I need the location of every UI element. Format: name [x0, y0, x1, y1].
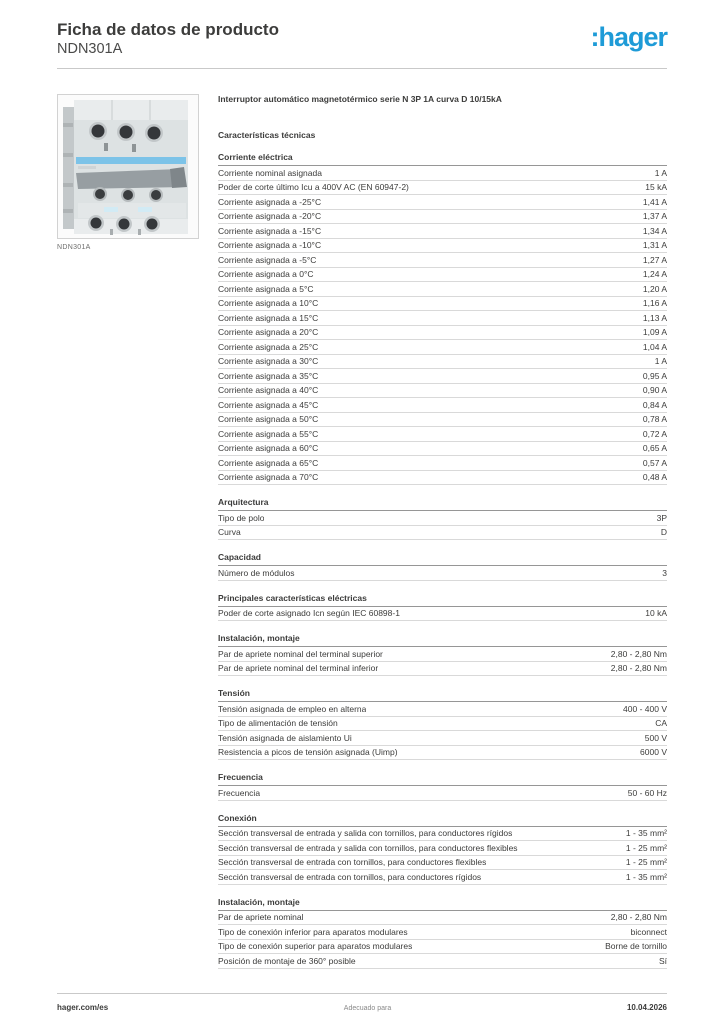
spec-label: Resistencia a picos de tensión asignada (Uimp) [218, 748, 398, 757]
spec-row [218, 746, 667, 761]
spec-row [218, 662, 667, 677]
spec-value: D [660, 527, 667, 537]
spec-label: Corriente asignada a 30°C [218, 357, 319, 366]
spec-row [218, 717, 667, 732]
spec-label: Sección transversal de entrada con tornillos, para conductores flexibles [218, 858, 487, 867]
spec-value: 3P [656, 512, 667, 523]
spec-value: 0,65 A [642, 443, 667, 453]
spec-label: Par de apriete nominal del terminal superior [218, 649, 383, 659]
spec-row [218, 413, 667, 428]
section-rows [218, 607, 667, 622]
spec-label: Corriente asignada a -15°C [218, 226, 322, 236]
spec-row [218, 398, 667, 413]
footer-row [57, 1003, 667, 1012]
spec-label: Frecuencia [218, 788, 261, 798]
spec-row [218, 311, 667, 326]
spec-label: Sección transversal de entrada con tornillos, para conductores rígidos [218, 872, 482, 882]
spec-row [218, 253, 667, 268]
spec-label: Corriente asignada a 40°C [218, 386, 319, 395]
spec-row [218, 166, 667, 181]
section-title: Instalación, montaje [218, 634, 667, 647]
spec-row [218, 511, 667, 526]
section-title: Corriente eléctrica [218, 153, 667, 166]
spec-value: CA [655, 718, 667, 728]
product-image-caption: NDN301A [57, 244, 91, 251]
spec-section [218, 594, 667, 622]
spec-row [218, 607, 667, 622]
product-reference: NDN301A [57, 41, 123, 57]
spec-label: Corriente asignada a 60°C [218, 444, 319, 453]
spec-label: Corriente asignada a 70°C [218, 473, 319, 482]
spec-label: Corriente asignada a -25°C [218, 197, 322, 207]
section-rows [218, 647, 667, 676]
spec-row [218, 224, 667, 239]
spec-value: 6000 V [640, 747, 667, 757]
section-title: Conexión [218, 814, 667, 827]
footer-suitable-for-label: Adecuado para [343, 1005, 392, 1012]
spec-row [218, 827, 667, 842]
spec-label: Corriente asignada a 15°C [218, 313, 319, 323]
section-rows [218, 566, 667, 581]
spec-row [218, 841, 667, 856]
footer-website-link[interactable]: hager.com/es [57, 1003, 109, 1012]
spec-row [218, 870, 667, 885]
section-rows [218, 166, 667, 485]
left-column [57, 94, 200, 969]
spec-label: Corriente asignada a 55°C [218, 429, 319, 439]
section-rows [218, 786, 667, 801]
spec-value: 10 kA [645, 608, 667, 618]
spec-row [218, 181, 667, 196]
spec-row [218, 427, 667, 442]
spec-label: Corriente asignada a 35°C [218, 371, 319, 381]
spec-value: 1 - 25 mm² [625, 842, 667, 853]
hager-logo: :hager [590, 22, 667, 52]
spec-row [218, 355, 667, 370]
spec-value: 0,48 A [642, 472, 667, 482]
spec-value: 1,34 A [642, 225, 667, 236]
spec-section [218, 814, 667, 885]
spec-value: 1,31 A [642, 240, 667, 250]
spec-value: 1 A [654, 356, 667, 366]
spec-row [218, 326, 667, 341]
content [57, 94, 667, 969]
circuit-breaker-illustration [58, 95, 198, 238]
spec-row [218, 210, 667, 225]
spec-value: 1,13 A [642, 312, 667, 323]
section-title: Capacidad [218, 553, 667, 566]
spec-row [218, 925, 667, 940]
spec-row [218, 195, 667, 210]
spec-value: Borne de tornillo [605, 941, 667, 951]
spec-row [218, 297, 667, 312]
spec-row [218, 340, 667, 355]
spec-value: 1 - 35 mm² [625, 871, 667, 882]
spec-label: Posición de montaje de 360° posible [218, 956, 356, 966]
footer-date: 10.04.2026 [626, 1003, 667, 1012]
spec-value: 1,24 A [642, 269, 667, 279]
spec-section [218, 898, 667, 969]
section-title: Instalación, montaje [218, 898, 667, 911]
spec-label: Tipo de polo [218, 513, 265, 523]
spec-label: Tipo de conexión superior para aparatos modulares [218, 942, 413, 951]
spec-section [218, 689, 667, 760]
spec-label: Corriente asignada a -20°C [218, 212, 322, 221]
section-title: Tensión [218, 689, 667, 702]
spec-label: Corriente asignada a 45°C [218, 400, 319, 410]
spec-row [218, 456, 667, 471]
spec-value: 3 [662, 567, 667, 578]
section-title: Principales características eléctricas [218, 594, 667, 607]
spec-label: Corriente asignada a 65°C [218, 458, 319, 468]
spec-value: 0,72 A [642, 428, 667, 439]
spec-sections [218, 153, 667, 969]
spec-label: Corriente asignada a 10°C [218, 299, 319, 308]
header-divider [57, 68, 667, 69]
spec-value: 0,90 A [642, 385, 667, 395]
spec-value: 1,04 A [642, 341, 667, 352]
spec-value: 1,20 A [642, 283, 667, 294]
spec-label: Sección transversal de entrada y salida con tornillos, para conductores flexibles [218, 843, 518, 853]
spec-label: Tipo de alimentación de tensión [218, 719, 338, 728]
spec-label: Corriente asignada a 0°C [218, 270, 314, 279]
spec-section [218, 553, 667, 581]
footer-divider [57, 993, 667, 994]
spec-section [218, 498, 667, 540]
spec-value: 0,57 A [642, 457, 667, 468]
spec-value: 1 A [654, 167, 667, 178]
section-title: Arquitectura [218, 498, 667, 511]
spec-label: Tensión asignada de empleo en alterna [218, 704, 367, 714]
spec-row [218, 369, 667, 384]
spec-value: Sí [658, 955, 667, 966]
section-rows [218, 827, 667, 885]
spec-label: Corriente asignada a 5°C [218, 284, 314, 294]
spec-value: 1,27 A [642, 254, 667, 265]
section-rows [218, 702, 667, 760]
product-image [57, 94, 199, 239]
spec-value: 1,41 A [642, 196, 667, 207]
page-title: Ficha de datos de producto [57, 20, 279, 39]
footer [57, 993, 667, 1012]
spec-row [218, 442, 667, 457]
spec-value: 1,16 A [642, 298, 667, 308]
spec-row [218, 647, 667, 662]
spec-label: Corriente asignada a -5°C [218, 255, 317, 265]
spec-label: Curva [218, 528, 241, 537]
spec-label: Par de apriete nominal del terminal inferior [218, 664, 379, 673]
spec-label: Corriente nominal asignada [218, 168, 322, 178]
spec-row [218, 566, 667, 581]
spec-row [218, 940, 667, 955]
spec-label: Corriente asignada a -10°C [218, 241, 322, 250]
spec-value: 50 - 60 Hz [627, 787, 667, 798]
spec-label: Poder de corte último Icu a 400V AC (EN 60947-2) [218, 183, 409, 192]
spec-section [218, 773, 667, 801]
spec-row [218, 239, 667, 254]
spec-value: 2,80 - 2,80 Nm [610, 663, 667, 673]
spec-value: 0,78 A [642, 414, 667, 424]
spec-label: Corriente asignada a 25°C [218, 342, 319, 352]
spec-value: 1 - 35 mm² [625, 828, 667, 838]
spec-row [218, 731, 667, 746]
spec-value: biconnect [630, 926, 667, 937]
spec-row [218, 282, 667, 297]
section-rows [218, 911, 667, 969]
spec-row [218, 911, 667, 926]
spec-value: 500 V [644, 732, 667, 743]
spec-section [218, 634, 667, 676]
spec-value: 400 - 400 V [623, 703, 667, 714]
spec-row [218, 702, 667, 717]
spec-value: 1,09 A [642, 327, 667, 337]
spec-label: Corriente asignada a 50°C [218, 415, 319, 424]
header-text [57, 20, 279, 58]
spec-row [218, 954, 667, 969]
spec-label: Corriente asignada a 20°C [218, 328, 319, 337]
spec-row [218, 268, 667, 283]
section-title: Frecuencia [218, 773, 667, 786]
spec-label: Número de módulos [218, 568, 295, 578]
product-name: Interruptor automático magnetotérmico serie N 3P 1A curva D 10/15kA [218, 94, 502, 104]
header [57, 0, 667, 58]
spec-label: Tensión asignada de aislamiento Ui [218, 733, 352, 743]
spec-value: 0,84 A [642, 399, 667, 410]
spec-value: 15 kA [645, 182, 667, 192]
spec-row [218, 786, 667, 801]
spec-label: Poder de corte asignado Icn según IEC 60898-1 [218, 609, 400, 618]
spec-value: 2,80 - 2,80 Nm [610, 648, 667, 659]
spec-value: 2,80 - 2,80 Nm [610, 912, 667, 922]
section-rows [218, 511, 667, 540]
spec-label: Tipo de conexión inferior para aparatos modulares [218, 927, 408, 937]
spec-value: 0,95 A [642, 370, 667, 381]
spec-value: 1,37 A [642, 211, 667, 221]
spec-row [218, 526, 667, 541]
spec-label: Par de apriete nominal [218, 913, 304, 922]
table-title: Características técnicas [218, 130, 316, 140]
spec-section [218, 153, 667, 485]
spec-label: Sección transversal de entrada y salida con tornillos, para conductores rígidos [218, 829, 513, 838]
spec-row [218, 471, 667, 486]
spec-row [218, 384, 667, 399]
spec-value: 1 - 25 mm² [625, 857, 667, 867]
spec-column [218, 94, 667, 969]
spec-row [218, 856, 667, 871]
